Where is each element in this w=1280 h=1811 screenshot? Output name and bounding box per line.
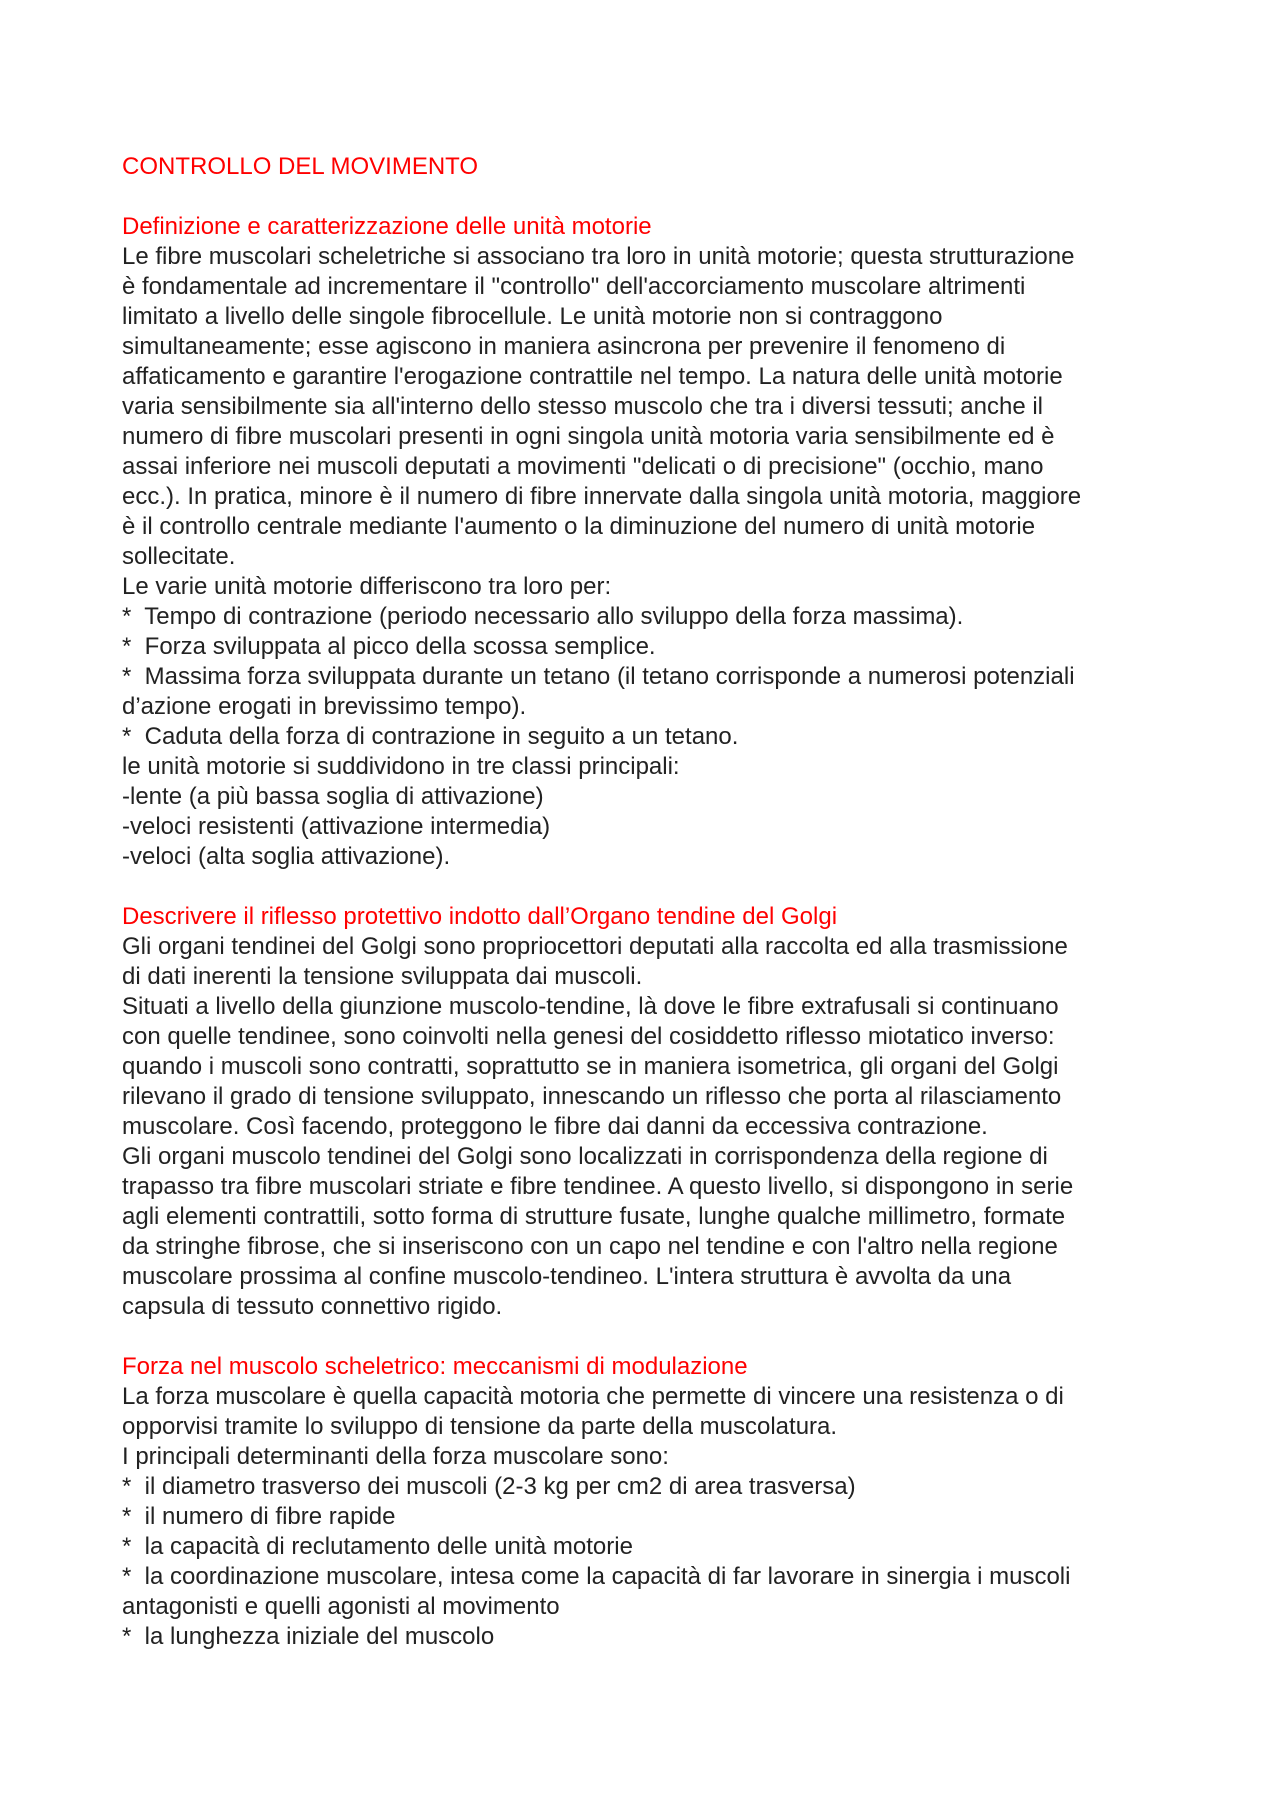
text-line: d’azione erogati in brevissimo tempo).: [122, 693, 527, 720]
section-body: [122, 242, 1182, 872]
text-line: muscolare. Così facendo, proteggono le fibre dai danni da eccessiva contrazione.: [122, 1113, 988, 1140]
text-line: muscolare prossima al confine muscolo-tendineo. L'intera struttura è avvolta da una: [122, 1263, 1012, 1290]
text-line: di dati inerenti la tensione sviluppata dai muscoli.: [122, 963, 643, 990]
text-line: quando i muscoli sono contratti, soprattutto se in maniera isometrica, gli organi del Golgi: [122, 1053, 1059, 1080]
text-line: assai inferiore nei muscoli deputati a movimenti "delicati o di precisione" (occhio, mano: [122, 453, 1044, 480]
text-line: limitato a livello delle singole fibrocellule. Le unità motorie non si contraggono: [122, 303, 943, 330]
section-1: [122, 212, 1182, 872]
text-line: * Tempo di contrazione (periodo necessario allo sviluppo della forza massima).: [122, 603, 964, 630]
text-line: * Caduta della forza di contrazione in seguito a un tetano.: [122, 723, 739, 750]
text-line: varia sensibilmente sia all'interno dello stesso muscolo che tra i diversi tessuti; anche il: [122, 393, 1044, 420]
section-body: [122, 932, 1182, 1322]
text-line: simultaneamente; esse agiscono in maniera asincrona per prevenire il fenomeno di: [122, 333, 1006, 360]
section-3: [122, 1352, 1182, 1652]
text-line: * la capacità di reclutamento delle unità motorie: [122, 1533, 633, 1560]
text-line: da stringhe fibrose, che si inseriscono con un capo nel tendine e con l'altro nella regione: [122, 1233, 1058, 1260]
text-line: * la coordinazione muscolare, intesa come la capacità di far lavorare in sinergia i muscoli: [122, 1563, 1071, 1590]
text-line: Gli organi muscolo tendinei del Golgi sono localizzati in corrispondenza della regione di: [122, 1143, 1048, 1170]
text-line: Gli organi tendinei del Golgi sono propriocettori deputati alla raccolta ed alla trasmissione: [122, 933, 1068, 960]
text-line: le unità motorie si suddividono in tre classi principali:: [122, 753, 680, 780]
text-line: rilevano il grado di tensione sviluppato, innescando un riflesso che porta al rilasciamento: [122, 1083, 1062, 1110]
text-line: agli elementi contrattili, sotto forma di strutture fusate, lunghe qualche millimetro, formate: [122, 1203, 1066, 1230]
document-sections: [122, 212, 1182, 1652]
text-line: sollecitate.: [122, 543, 236, 570]
text-line: Le varie unità motorie differiscono tra loro per:: [122, 573, 612, 600]
document-page: [122, 152, 1182, 1682]
text-line: * il diametro trasverso dei muscoli (2-3 kg per cm2 di area trasversa): [122, 1473, 856, 1500]
text-line: affaticamento e garantire l'erogazione contrattile nel tempo. La natura delle unità motorie: [122, 363, 1063, 390]
text-line: Le fibre muscolari scheletriche si associano tra loro in unità motorie; questa strutturazione: [122, 243, 1075, 270]
section-heading: Descrivere il riflesso protettivo indotto dall’Organo tendine del Golgi: [122, 903, 838, 930]
text-line: * la lunghezza iniziale del muscolo: [122, 1623, 495, 1650]
text-line: trapasso tra fibre muscolari striate e fibre tendinee. A questo livello, si dispongono in serie: [122, 1173, 1074, 1200]
text-line: La forza muscolare è quella capacità motoria che permette di vincere una resistenza o di: [122, 1383, 1064, 1410]
section-heading: Forza nel muscolo scheletrico: meccanismi di modulazione: [122, 1353, 748, 1380]
text-line: -veloci (alta soglia attivazione).: [122, 843, 451, 870]
text-line: opporvisi tramite lo sviluppo di tensione da parte della muscolatura.: [122, 1413, 838, 1440]
section-2: [122, 902, 1182, 1322]
text-line: * Massima forza sviluppata durante un tetano (il tetano corrisponde a numerosi potenziali: [122, 663, 1075, 690]
text-line: * il numero di fibre rapide: [122, 1503, 396, 1530]
text-line: capsula di tessuto connettivo rigido.: [122, 1293, 503, 1320]
document-title: CONTROLLO DEL MOVIMENTO: [122, 153, 479, 180]
text-line: è fondamentale ad incrementare il "controllo" dell'accorciamento muscolare altrimenti: [122, 273, 1026, 300]
text-line: ecc.). In pratica, minore è il numero di fibre innervate dalla singola unità motoria, maggiore: [122, 483, 1082, 510]
section-body: [122, 1382, 1182, 1652]
text-line: I principali determinanti della forza muscolare sono:: [122, 1443, 669, 1470]
text-line: * Forza sviluppata al picco della scossa semplice.: [122, 633, 656, 660]
section-heading: Definizione e caratterizzazione delle unità motorie: [122, 213, 652, 240]
text-line: è il controllo centrale mediante l'aumento o la diminuzione del numero di unità motorie: [122, 513, 1036, 540]
text-line: -lente (a più bassa soglia di attivazione): [122, 783, 544, 810]
text-line: con quelle tendinee, sono coinvolti nella genesi del cosiddetto riflesso miotatico inverso:: [122, 1023, 1055, 1050]
text-line: numero di fibre muscolari presenti in ogni singola unità motoria varia sensibilmente ed è: [122, 423, 1055, 450]
text-line: -veloci resistenti (attivazione intermedia): [122, 813, 551, 840]
text-line: antagonisti e quelli agonisti al movimento: [122, 1593, 560, 1620]
text-line: Situati a livello della giunzione muscolo-tendine, là dove le fibre extrafusali si continuano: [122, 993, 1059, 1020]
